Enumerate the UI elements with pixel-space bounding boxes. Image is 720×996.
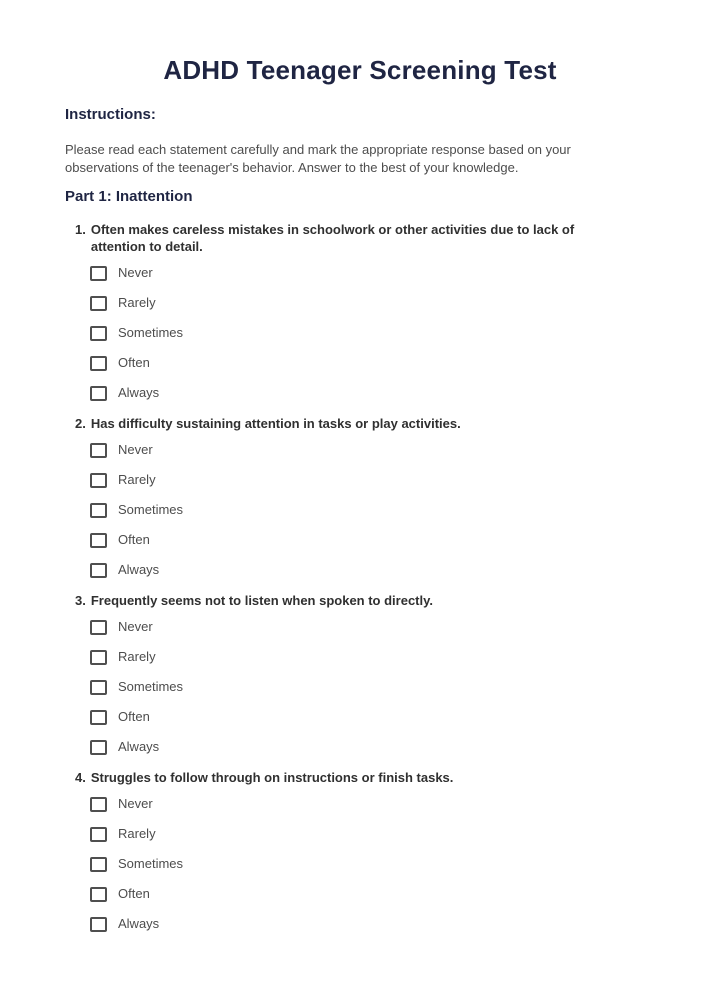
checkbox-q2-never[interactable] (90, 443, 107, 458)
option-label: Often (118, 709, 150, 724)
option-label: Often (118, 532, 150, 547)
option-label: Sometimes (118, 325, 184, 340)
option-label: Sometimes (118, 502, 184, 517)
checkbox-q1-always[interactable] (90, 386, 107, 401)
question-number: 3. (75, 593, 86, 608)
option-row (90, 856, 655, 872)
checkbox-q3-never[interactable] (90, 620, 107, 635)
option-row (90, 385, 655, 401)
option-label: Never (118, 442, 153, 457)
question-list (65, 221, 655, 932)
option-label: Rarely (118, 472, 156, 487)
instructions-heading: Instructions: (65, 106, 156, 123)
option-label: Always (118, 916, 160, 931)
question-number: 1. (75, 222, 86, 237)
question-block (65, 415, 655, 578)
option-row (90, 295, 655, 311)
option-row (90, 325, 655, 341)
option-label: Sometimes (118, 856, 184, 871)
question-number: 4. (75, 770, 86, 785)
question-block (65, 769, 655, 932)
option-row (90, 619, 655, 635)
checkbox-q3-sometimes[interactable] (90, 680, 107, 695)
page-title: ADHD Teenager Screening Test (163, 55, 557, 85)
checkbox-q4-rarely[interactable] (90, 827, 107, 842)
question-statement (65, 221, 625, 255)
option-row (90, 886, 655, 902)
option-row (90, 649, 655, 665)
option-row (90, 679, 655, 695)
option-label: Always (118, 385, 160, 400)
question-text: Has difficulty sustaining attention in tasks or play activities. (90, 416, 461, 431)
option-row (90, 826, 655, 842)
option-row (90, 739, 655, 755)
checkbox-q2-often[interactable] (90, 533, 107, 548)
question-block (65, 221, 655, 401)
checkbox-q3-often[interactable] (90, 710, 107, 725)
checkbox-q1-sometimes[interactable] (90, 326, 107, 341)
option-group (65, 796, 655, 932)
option-label: Never (118, 619, 153, 634)
option-row (90, 355, 655, 371)
checkbox-q3-rarely[interactable] (90, 650, 107, 665)
option-group (65, 619, 655, 755)
checkbox-q4-sometimes[interactable] (90, 857, 107, 872)
question-text: Struggles to follow through on instructions or finish tasks. (90, 770, 454, 785)
checkbox-q2-always[interactable] (90, 563, 107, 578)
option-label: Always (118, 739, 160, 754)
option-row (90, 709, 655, 725)
option-label: Never (118, 265, 153, 280)
option-group (65, 265, 655, 401)
option-label: Never (118, 796, 153, 811)
option-label: Rarely (118, 826, 156, 841)
checkbox-q1-rarely[interactable] (90, 296, 107, 311)
option-row (90, 442, 655, 458)
part-1-heading: Part 1: Inattention (65, 188, 193, 205)
question-text: Frequently seems not to listen when spoken to directly. (90, 593, 434, 608)
option-label: Often (118, 886, 150, 901)
instructions-text: Please read each statement carefully and mark the appropriate response based on your observations of the teenager's behavior. Answer to the best of your knowledge. (65, 142, 571, 175)
question-statement (65, 592, 625, 609)
checkbox-q4-often[interactable] (90, 887, 107, 902)
option-row (90, 562, 655, 578)
question-text: Often makes careless mistakes in schoolwork or other activities due to lack of attention to detail. (90, 222, 575, 254)
checkbox-q2-rarely[interactable] (90, 473, 107, 488)
option-row (90, 502, 655, 518)
option-row (90, 472, 655, 488)
option-row (90, 532, 655, 548)
option-label: Often (118, 355, 150, 370)
option-label: Always (118, 562, 160, 577)
checkbox-q2-sometimes[interactable] (90, 503, 107, 518)
question-statement (65, 769, 625, 786)
option-label: Rarely (118, 649, 156, 664)
option-group (65, 442, 655, 578)
option-row (90, 265, 655, 281)
option-label: Sometimes (118, 679, 184, 694)
question-number: 2. (75, 416, 86, 431)
checkbox-q4-always[interactable] (90, 917, 107, 932)
checkbox-q1-never[interactable] (90, 266, 107, 281)
checkbox-q4-never[interactable] (90, 797, 107, 812)
option-row (90, 916, 655, 932)
question-statement (65, 415, 625, 432)
option-label: Rarely (118, 295, 156, 310)
checkbox-q1-often[interactable] (90, 356, 107, 371)
option-row (90, 796, 655, 812)
question-block (65, 592, 655, 755)
checkbox-q3-always[interactable] (90, 740, 107, 755)
